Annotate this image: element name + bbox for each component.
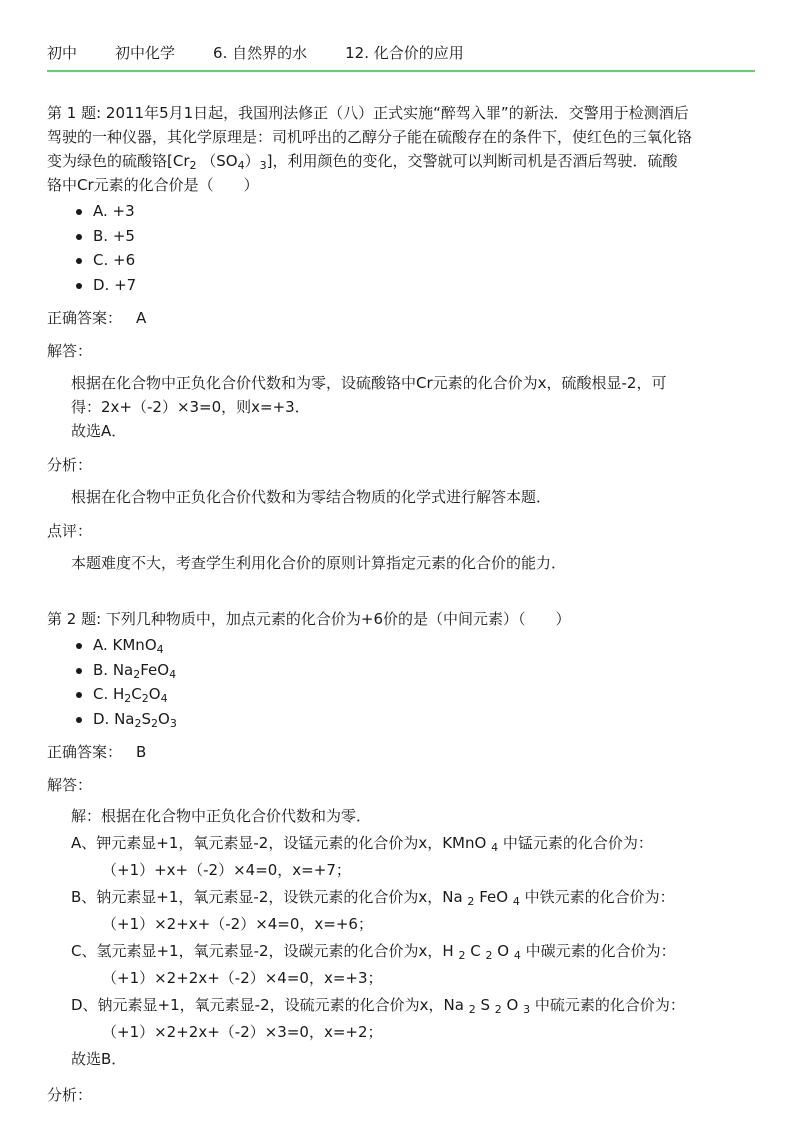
question-2-text: 第 2 题: 下列几种物质中，加点元素的化合价为+6价的是（中间元素）（ ） [47,610,571,628]
question-2-answer [47,740,755,764]
question-1-answer [47,306,755,330]
question-1-analysis: 根据在化合物中正负化合价代数和为零结合物质的化学式进行解答本题． [71,488,552,506]
option-c[interactable]: C. +6 [47,248,755,273]
question-2 [47,607,755,1107]
answer-value: A [136,309,147,327]
answer-label: 正确答案： [47,743,123,761]
solution-label: 解答： [47,776,93,794]
header-divider [47,70,755,72]
question-1-comment: 本题难度不大，考查学生利用化合价的原则计算指定元素的化合价的能力． [71,554,567,572]
comment-label: 点评： [47,522,93,540]
option-d[interactable]: D. +7 [47,273,755,298]
breadcrumb-item-topic[interactable]: 12. 化合价的应用 [345,43,464,62]
option-a[interactable]: A. KMnO$_4$ [47,633,755,658]
option-a[interactable]: A. +3 [47,199,755,224]
answer-label: 正确答案： [47,309,123,327]
breadcrumb-item-chapter[interactable]: 6. 自然界的水 [213,43,308,62]
question-2-solution: 解：根据在化合物中正负化合价代数和为零． A、钾元素显+1，氧元素显-2，设锰元素的化合价为x，KMnO $_4$ 中锰元素的化合价为： （+1）+x+（-2）×4=0，x=+7； B、钠元素显+1，氧元素显-2，设铁元素的化合价为x，Na $_2$ FeO $_4$ 中铁元素的化合价为： （+1）×2+x+（-2）×4=0，x=+6； C、氢元素显+1，氧元素显-2，设碳元素的化合价为x，H $_2$ C $_2$ O $_4$ 中碳元素的化合价为： （+1）×2+2x+（-2）×4=0，x=+3； D、钠元素显+1，氧元素显-2，设硫元素的化合价为x，Na $_2$ S $_2$ O $_3$ 中硫元素的化合价为： （+1）×2+2x+（-2）×3=0，x=+2； 故选B． [71,807,685,1068]
option-d[interactable]: D. $Na_2S_2O_3$ [47,707,755,732]
question-1 [47,101,755,575]
breadcrumb-item-subject[interactable]: 初中化学 [115,43,176,62]
question-1-options [47,199,755,297]
answer-value: B [136,743,147,761]
breadcrumb-item-level[interactable]: 初中 [47,43,78,62]
solution-label: 解答： [47,342,93,360]
question-1-solution: 根据在化合物中正负化合价代数和为零，设硫酸铬中Cr元素的化合价为x，硫酸根显-2，可 得：2x+（-2）×3=0，则x=+3． 故选A． [71,374,667,440]
option-c[interactable]: C. $H_2C_2O_4$ [47,682,755,707]
question-2-options [47,633,755,731]
option-b[interactable]: B. $Na_2FeO_4$ [47,658,755,683]
questions-content [47,101,755,1107]
analysis-label: 分析： [47,456,93,474]
breadcrumb [47,40,464,64]
option-b[interactable]: B. +5 [47,224,755,249]
analysis-label: 分析： [47,1086,93,1104]
question-1-text: 第 1 题: 2011年5月1日起，我国刑法修正（八）正式实施“醉驾入罪”的新法．交警用于检测酒后 驾驶的一种仪器，其化学原理是：司机呼出的乙醇分子能在硫酸存在的条件下，使红色的三氧化铬 变为绿色的硫酸铬[$Cr_2$ $(SO_4)_3$]，利用颜色的变化，交警就可以判断司机是否酒后驾驶．硫酸 铬中Cr元素的化合价是（ ） [47,104,693,194]
